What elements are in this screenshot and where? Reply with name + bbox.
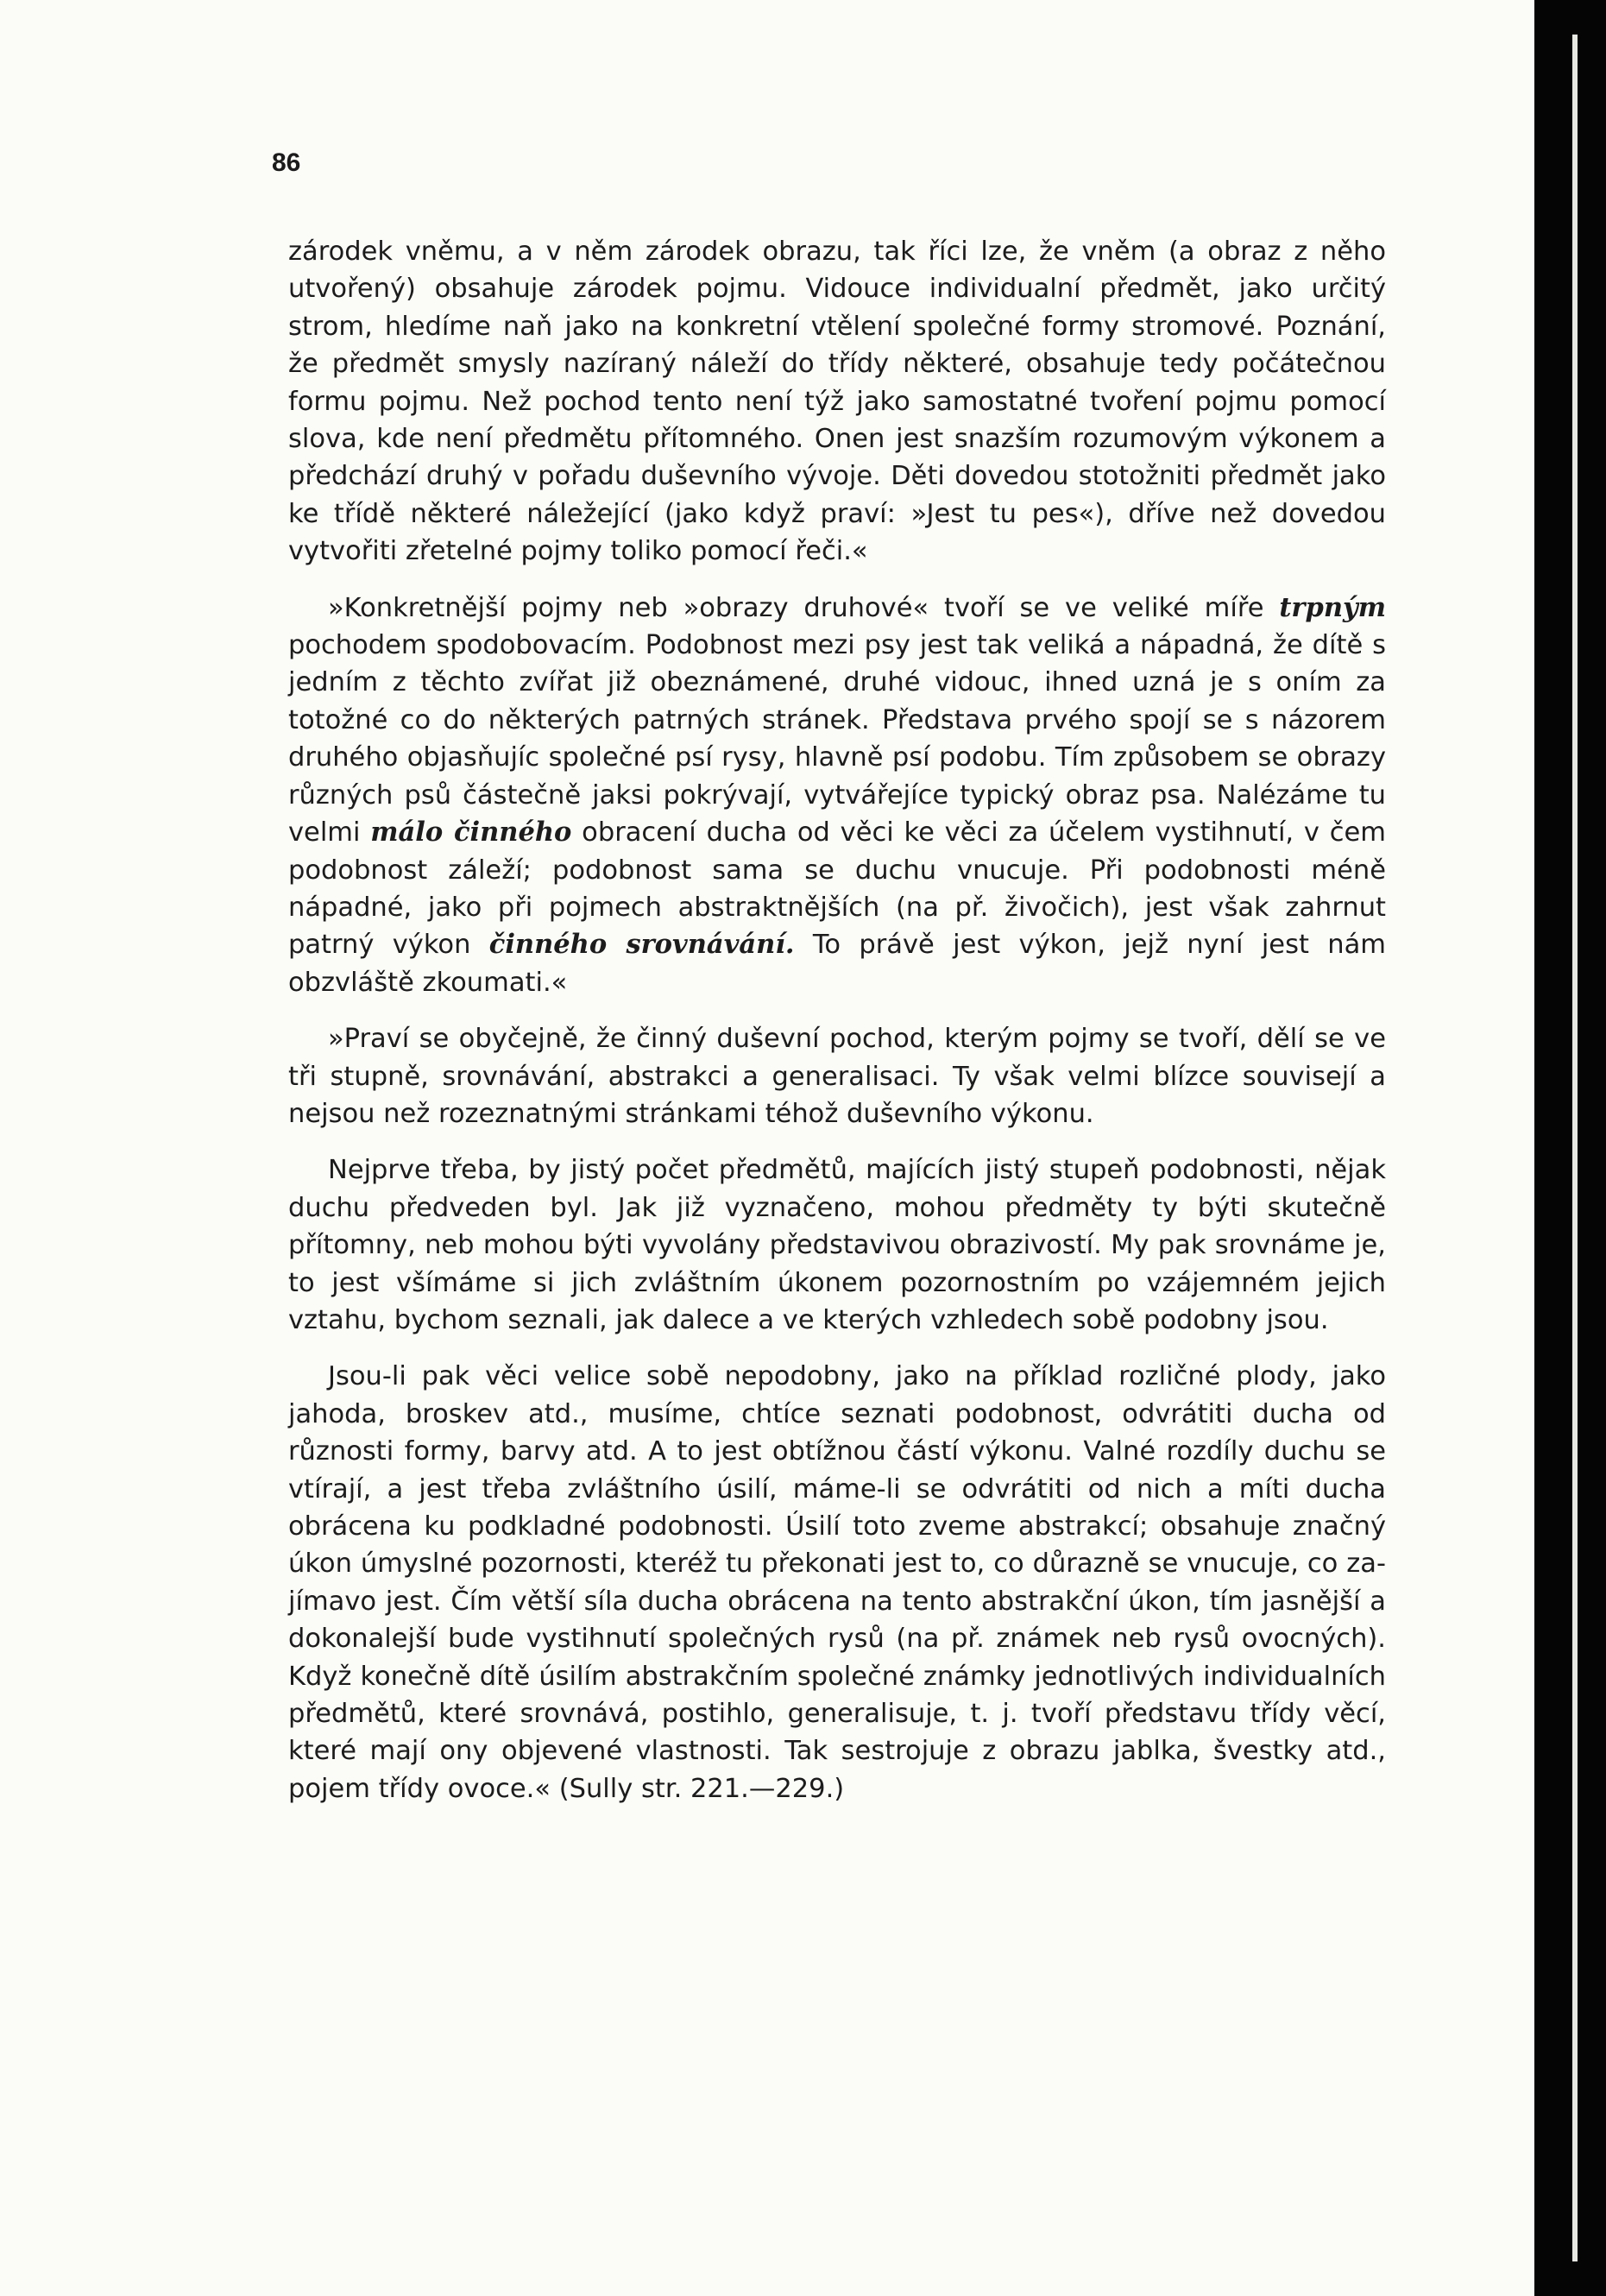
emphasis-trpnym: trpným [1279,591,1386,623]
text-run: Nejprve třeba, by jistý počet předmětů, majících jistý stupeň podobnosti, nějak duchu předveden byl. Jak již vyznačeno, mohou předměty ty býti skutečně přítomny, neb mohou býti vyvolány představivou obrazivostí. My pak srovnáme je, to jest všímáme si jich zvláštním úkonem pozornostním po vzájemném jejich vztahu, bychom seznali, jak dalece a ve kterých vzhledech sobě podobny jsou. [288,1155,1386,1335]
text-run: obracení ducha od věci ke věci za účelem vystihnutí, v čem podobnost záleží; podobnost sama se duchu vnucuje. Při podobnosti méně nápadné, jako při pojmech abstraktnějších (na př. živočich), jest však zahrnut patrný výkon [288,817,1387,961]
text-run: »Konkretnější pojmy neb »obrazy druhové« tvoří se ve veliké míře [328,592,1280,623]
text-run: pochodem spodobovacím. Podobnost mezi psy jest tak veliká a nápadná, že dítě s jedním z těchto zvířat již obeznámené, druhé vidouc, ihned uzná je s oním za totožné co do některých patrných stránek. Představa prvého spojí se s názorem druhého objasňujíc společné psí rysy, hlavně psí podobu. Tím způsobem se obrazy různých psů částečně jaksi pokrývají, vytvářejíce typický obraz psa. Nalézáme tu velmi [288,630,1386,848]
text-run: »Praví se obyčejně, že činný duševní pochod, kterým pojmy se tvoří, dělí se ve tři stupně, srovnávání, abstrakci a generalisaci. Ty však velmi blízce souvisejí a nejsou než rozeznatnými stránkami téhož duševního výkonu. [288,1024,1386,1129]
emphasis-cinneho-srovnavani: činného srovnávání. [488,929,795,961]
page-number: 86 [272,148,301,177]
text-run: zárodek vněmu, a v něm zárodek obrazu, tak říci lze, že vněm (a obraz z něho utvořený) obsahuje zárodek pojmu. Vidouce individualní předmět, jako určitý strom, hledíme naň jako na konkretní vtělení společné formy stromové. Poznání, že předmět smysly nazíraný náleží do třídy některé, obsahuje tedy počátečnou formu pojmu. Než pochod tento není týž jako samostatné tvoření pojmu pomocí slova, kde není předmětu přítomného. Onen jest snazším rozumovým výkonem a předchází druhý v pořadu duševního vývoje. Děti dovedou stotožniti předmět jako ke třídě některé náležející (jako když praví: »Jest tu pes«), dříve než dovedou vytvořiti zřetelné pojmy toliko pomocí řeči.« [288,237,1386,567]
text-run: Jsou-li pak věci velice sobě nepodobny, jako na příklad rozličné plody, jako jahoda, broskev atd., musíme, chtíce seznati podobnost, odvrátiti ducha od různosti formy, barvy atd. A to jest obtížnou částí výkonu. Valné rozdíly duchu se vtírají, a jest třeba zvláštního úsilí, máme-li se odvrátiti od nich a míti ducha obrácena ku podkladné podobnosti. Úsilí toto zveme abstrakcí; obsahuje značný úkon úmyslné pozornosti, kteréž tu překonati jest to, co důrazně se vnucuje, co zajímavo jest. Čím větší síla ducha obrácena na tento abstrakční úkon, tím jasnější a dokonalejší bude vystihnutí společných rysů (na př. známek neb rysů ovocných). Když konečně dítě úsilím abstrakčním společné známky jednotlivých individualních předmětů, které srovnává, postihlo, generalisuje, t. j. tvoří představu třídy věcí, které mají ony objevené vlastnosti. Tak sestrojuje z obrazu jablka, švestky atd., pojem třídy ovoce.« (Sully str. 221.—229.) [288,1361,1386,1804]
paragraph-1 [288,233,1386,571]
text-run: To právě jest výkon, jejž nyní jest nám obzvláště zkoumati.« [288,930,1386,998]
next-page-edge [1572,35,1578,2261]
paragraph-2 [288,590,1386,1001]
emphasis-malo-cinneho: málo činného [370,817,572,848]
scan-border [1534,0,1606,2296]
paragraph-3 [288,1020,1386,1132]
body-text [288,233,1386,1807]
paragraph-5 [288,1358,1386,1807]
paragraph-4 [288,1151,1386,1339]
